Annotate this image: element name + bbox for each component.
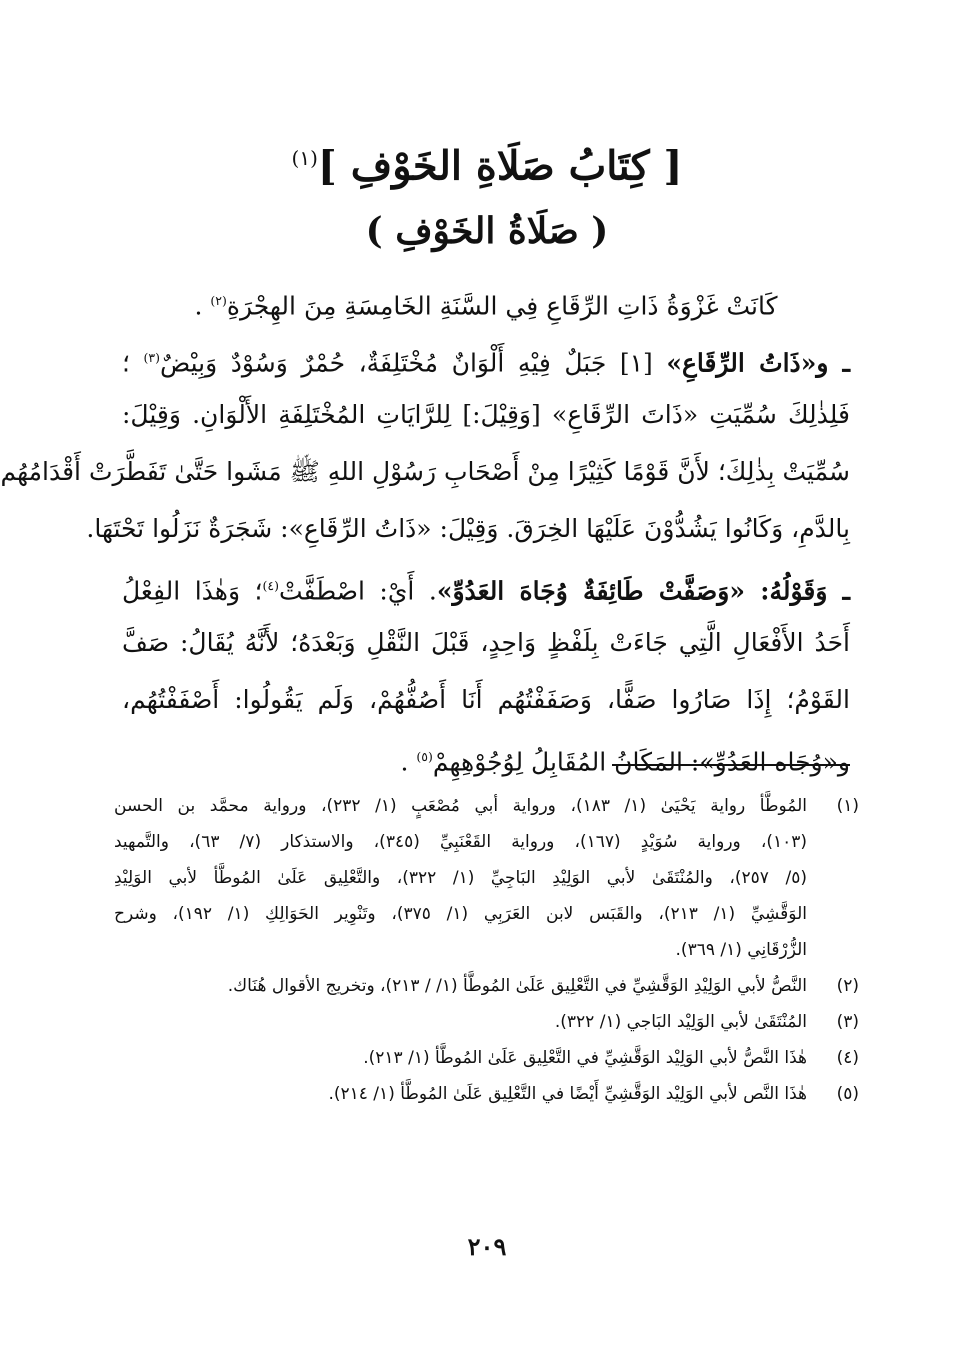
book-title-note-marker: (١) <box>291 146 318 170</box>
paragraph-2-line-3: سُمِّيَتْ بِذٰلِكَ؛ لأَنَّ قَوْمًا كَثِيْرًا مِنْ أَصْحَابِ رَسُوْلِ اللهِ ﷺ مَشَوا حَتَّىٰ تَفَطَّرَتْ أَقْدَامُهُم <box>0 457 850 486</box>
note-marker-5: (٥) <box>416 749 433 764</box>
page-number: ٢٠٩ <box>467 1232 507 1261</box>
footnote-number: (٤) <box>836 1048 859 1068</box>
footnote-number: (١) <box>836 796 859 816</box>
main-text <box>0 272 851 785</box>
footnote-line: هٰذَا النَّص لأبي الوَلِيْد الوَقَّشِيِّ أَيْضًا في التَّعْلِيق عَلَىٰ المُوطَّأ (١/ ٢١٤). <box>328 1084 807 1104</box>
footnote-line: هٰذَا النَّصُّ لأبي الوَلِيْد الوَقَّشِيِّ في التَّعْلِيق عَلَىٰ المُوطَّأ (١/ ٢١٣). <box>363 1048 807 1068</box>
footnotes <box>114 788 859 1112</box>
footnote-text <box>114 1040 807 1076</box>
footnote-number: (٣) <box>836 1012 859 1032</box>
paragraph-2-lead: ـ و«ذَاتُ الرِّقَاعِ» <box>666 348 851 378</box>
footnote-line: الوَقَّشِيِّ (١/ ٢١٣)، والقَبَس لابن العَرَبِي (١/ ٣٧٥)، وتَنْوِير الحَوَالِكِ (١/ ١٩٢)، وشرح <box>114 904 807 924</box>
paragraph-2-line-1 <box>122 329 850 386</box>
paragraph-3-line-4-end: . <box>400 747 417 777</box>
note-marker-2: (٢) <box>210 293 227 308</box>
footnote-4 <box>114 1040 859 1076</box>
paragraph-1-end: . <box>194 291 211 321</box>
paragraph-3-line-4 <box>122 728 850 785</box>
footnote-text <box>114 1004 807 1040</box>
chapter-title: ( صَلَاةُ الخَوْفِ ) <box>365 210 609 252</box>
paragraph-2-line-2: فَلِذٰلِكَ سُمِّيَتِ «ذَاتَ الرِّقَاعِ» [وَقِيْلَ:] لِلرَّايَاتِ المُخْتَلِفَةِ الأَلْوَانِ. وَقِيْلَ: <box>122 400 850 429</box>
paragraph-3-line-4-text: و«وُجَاه العَدُوِّ»: المَكَانُ المُقَابِلُ لِوُجُوْهِهِمْ <box>432 747 850 777</box>
book-title <box>14 128 960 196</box>
paragraph-2-line-1-text: [١] جَبَلٌ فِيْهِ أَلْوَانٌ مُخْتَلِفَةٌ، حُمْرٌ وَسُوْدٌ وَبِيْضٌ <box>160 348 667 378</box>
paragraph-3-line-2: أَحَدُ الأَفْعَالِ الَّتِي جَاءَتْ بِلَفْظٍ وَاحِدٍ، قَبْلَ النَّقْلِ وَبَعْدَهُ؛ لأَنَّهُ يُقَالُ: صَفَّ <box>122 628 850 657</box>
footnote-text <box>114 1076 807 1112</box>
footnote-number: (٢) <box>836 976 859 996</box>
footnote-5 <box>114 1076 859 1112</box>
book-title-text: [ كِتَابُ صَلَاةِ الخَوْفِ ] <box>317 142 683 190</box>
footnote-line: الزُّرْقَانِي (١/ ٣٦٩). <box>675 940 807 960</box>
footnote-separator <box>612 764 850 766</box>
paragraph-2-line-1-end: ؛ <box>122 348 144 378</box>
paragraph-3-line-3: القَوْمُ؛ إِذَا صَارُوا صَفًّا، وَصَفَفْتُهُم أَنَا أَصُفُّهُمْ، وَلَم يَقُولُوا: أَصْفَفْتُهُم، <box>122 685 850 714</box>
paragraph-2-line-4: بِالدَّمِ، وَكَانُوا يَشُدُّوْنَ عَلَيْهَا الخِرَقَ. وَقِيْلَ: «ذَاتُ الرِّقَاعِ»: شَجَرَةٌ نَزَلُوا تَحْتَهَا. <box>86 514 850 543</box>
footnote-number: (٥) <box>836 1084 859 1104</box>
footnote-1 <box>114 788 859 968</box>
paragraph-3-line-1-end: ؛ وَهٰذَا الفِعْلُ <box>122 576 263 606</box>
footnote-line: المُنْتَقَىٰ لأبي الوَلِيْد البَاجي (١/ ٣٢٢). <box>554 1012 807 1032</box>
paragraph-3-line-1-text: . أَيْ: اصْطَفَّتْ <box>279 576 437 606</box>
note-marker-3: (٣) <box>143 350 160 365</box>
paragraph-3-lead: ـ وَقَوْلُهُ: «وَصَفَّتْ طَائِفَةٌ وُجَاهَ العَدُوِّ» <box>436 576 851 606</box>
footnote-2 <box>114 968 859 1004</box>
footnote-text <box>114 788 807 968</box>
note-marker-4: (٤) <box>262 578 280 593</box>
footnote-line: المُوطَّأ رواية يَحْيَىٰ (١/ ١٨٣)، ورواية أبي مُصْعَبٍ (١/ ٢٣٢)، ورواية محمَّد بن الحسن <box>114 796 808 816</box>
footnote-text <box>114 968 807 1004</box>
paragraph-1-text: كَانَتْ غَزْوَةُ ذَاتِ الرِّقَاعِ فِي السَّنَةِ الخَامِسَةِ مِنَ الهِجْرَةِ <box>226 291 778 321</box>
footnote-3 <box>114 1004 859 1040</box>
paragraph-3-line-1 <box>122 557 850 614</box>
footnote-line: (١٠٣)، ورواية سُوَيْدٍ (١٦٧)، ورواية القَعْنَبِيِّ (٣٤٥)، والاستذكار (٧/ ٦٣)، والتَّمهيد <box>114 832 808 852</box>
paragraph-1-line-1 <box>122 272 850 329</box>
footnote-line: النَّصُّ لأبي الوَلِيْدِ الوَقَّشِيِّ في التَّعْلِيق عَلَىٰ المُوطَّأ (١/ / ٢١٣)، وتخريج الأقوال هُنَاك. <box>227 976 807 996</box>
footnote-line: (٥/ ٢٥٧)، والمُنْتَقَىٰ لأبي الوَلِيْدِ البَاجِيِّ (١/ ٣٢٢)، والتَّعْلِيق عَلَىٰ المُوطَّأ لأبي الوَلِيْدِ <box>114 868 807 888</box>
